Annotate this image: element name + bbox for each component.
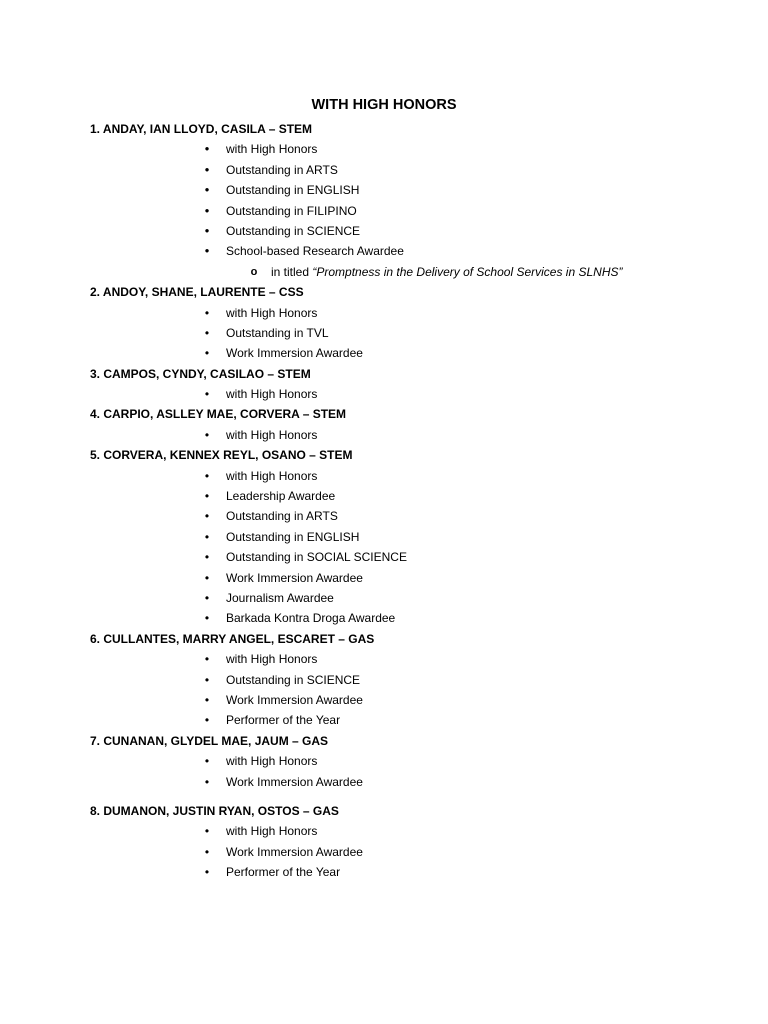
bullet-icon: • [204,468,210,483]
bullet-icon: • [204,550,210,565]
research-title-item: o in titled “Promptness in the Delivery of School Services in SLNHS” [90,262,750,282]
award-item: • Outstanding in ARTS [90,506,750,526]
bullet-icon: • [204,672,210,687]
bullet-icon: ● [204,246,210,256]
award-item: ● Outstanding in ARTS [90,160,750,180]
award-item: • Outstanding in ENGLISH [90,527,750,547]
award-list [90,425,750,445]
award-list [90,139,750,261]
bullet-icon: • [204,611,210,626]
award-item: • with High Honors [90,425,750,445]
award-item: ● Outstanding in SCIENCE [90,221,750,241]
award-list [90,821,750,882]
award-list [90,303,750,364]
bullet-icon: • [204,387,210,402]
bullet-icon: • [204,692,210,707]
bullet-icon: • [204,529,210,544]
award-item: ● with High Honors [90,139,750,159]
award-item: • Performer of the Year [90,710,750,730]
honor-list [90,119,750,882]
award-item: • Outstanding in TVL [90,323,750,343]
award-item: • with High Honors [90,466,750,486]
bullet-icon: ● [204,144,210,154]
bullet-icon: • [204,305,210,320]
honoree-name: 5. CORVERA, KENNEX REYL, OSANO – STEM [90,448,353,463]
document-title: WITH HIGH HONORS [311,97,457,113]
bullet-icon: ● [204,185,210,195]
bullet-icon: ● [204,225,210,235]
award-item: • Performer of the Year [90,862,750,882]
award-item: • Work Immersion Awardee [90,343,750,363]
award-list [90,384,750,404]
award-item: • Work Immersion Awardee [90,772,750,792]
award-item: ● School-based Research Awardee [90,241,750,261]
honoree-name: 3. CAMPOS, CYNDY, CASILAO – STEM [90,366,311,381]
honoree-entry [90,404,750,445]
award-item: • Journalism Awardee [90,588,750,608]
bullet-icon: • [204,346,210,361]
award-item: • with High Honors [90,751,750,771]
bullet-icon: • [204,590,210,605]
honoree-name: 6. CULLANTES, MARRY ANGEL, ESCARET – GAS [90,631,375,646]
honoree-entry [90,445,750,629]
bullet-icon: ● [204,164,210,174]
honoree-entry [90,801,750,883]
award-list [90,751,750,792]
honoree-name: 2. ANDOY, SHANE, LAURENTE – CSS [90,285,304,300]
research-sublist [90,262,750,282]
honoree-entry [90,629,750,731]
honoree-name: 1. ANDAY, IAN LLOYD, CASILA – STEM [90,122,313,136]
award-item: ● Outstanding in FILIPINO [90,201,750,221]
bullet-icon: • [204,713,210,728]
bullet-icon: • [204,652,210,667]
award-item: • with High Honors [90,303,750,323]
award-item: • Outstanding in SCIENCE [90,670,750,690]
bullet-icon: ● [204,205,210,215]
award-item: • Leadership Awardee [90,486,750,506]
award-item: • Barkada Kontra Droga Awardee [90,608,750,628]
bullet-icon: • [204,509,210,524]
bullet-icon: • [204,427,210,442]
honoree-name: 8. DUMANON, JUSTIN RYAN, OSTOS – GAS [90,803,339,818]
bullet-icon: • [204,489,210,504]
honoree-entry [90,282,750,364]
award-list [90,466,750,629]
award-item: • with High Honors [90,384,750,404]
award-item: ● Outstanding in ENGLISH [90,180,750,200]
bullet-icon: • [204,844,210,859]
award-item: • Work Immersion Awardee [90,842,750,862]
award-item: • with High Honors [90,649,750,669]
bullet-icon: • [204,570,210,585]
bullet-icon: • [204,865,210,880]
award-list [90,649,750,731]
bullet-icon: • [204,325,210,340]
honoree-entry [90,364,750,405]
award-item: • Outstanding in SOCIAL SCIENCE [90,547,750,567]
bullet-icon: • [204,754,210,769]
award-item: • with High Honors [90,821,750,841]
bullet-icon: • [204,774,210,789]
honoree-entry [90,119,750,282]
honoree-name: 7. CUNANAN, GLYDEL MAE, JAUM – GAS [90,733,329,748]
circle-bullet-icon: o [250,265,258,278]
award-item: • Work Immersion Awardee [90,690,750,710]
honoree-entry [90,731,750,792]
award-item: • Work Immersion Awardee [90,568,750,588]
bullet-icon: • [204,824,210,839]
honoree-name: 4. CARPIO, ASLLEY MAE, CORVERA – STEM [90,407,347,422]
